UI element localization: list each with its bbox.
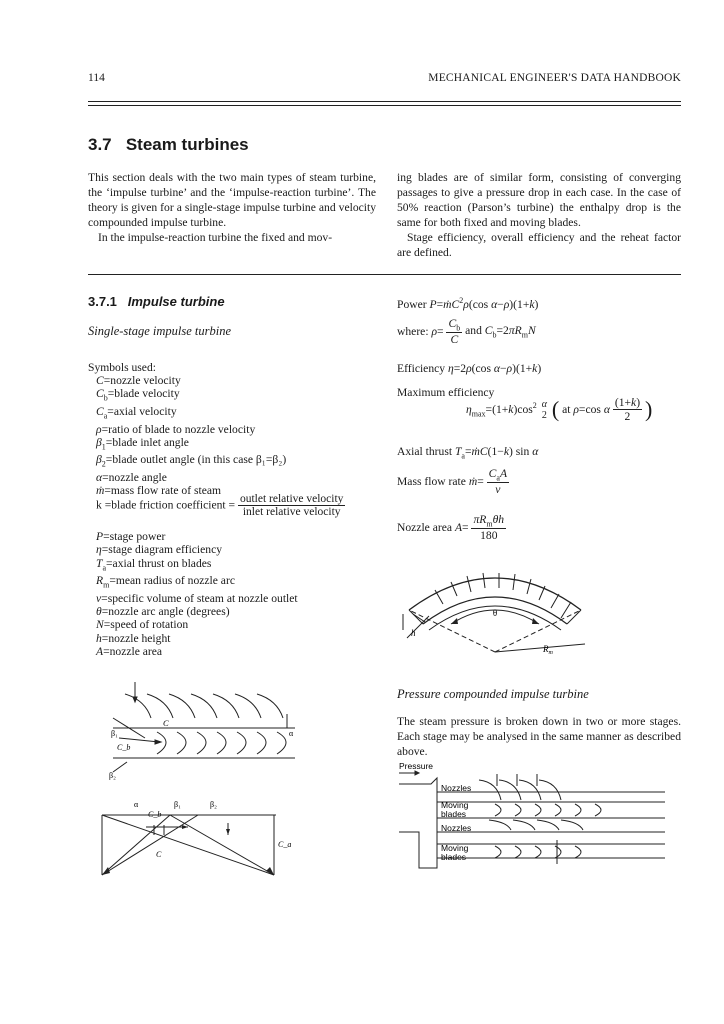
vel-beta1-label: β₁ [174,800,181,809]
pc-blades-label-1: blades [441,809,467,819]
symbol-row [96,605,298,618]
symbol-glyph: R [96,574,104,588]
symbol-definition: =nozzle arc angle (degrees) [101,605,230,619]
velocity-triangle-figure [88,795,298,885]
symbol-row [96,618,298,631]
pc-moving-label-2: Moving [441,843,469,853]
header-rule [88,101,681,102]
intro-left-text: This section deals with the two main types of steam turbine, the ‘impulse turbine’ and the ‘impulse-reaction turbine’. The theory is given for a single-stage impulse turbine and velocity compounded impulse turbine. [88,171,376,229]
symbol-row [96,436,286,454]
symbol-definition: =specific volume of steam at nozzle outlet [101,591,298,605]
blade-alpha-label: α [289,729,294,738]
symbol-definition: =nozzle area [103,645,163,658]
symbol-glyph: β [96,453,102,467]
symbols-list-2 [96,530,298,658]
vel-ca-label: C_a [278,840,292,849]
symbol-definition: =stage diagram efficiency [101,543,223,557]
pc-nozzles-label-1: Nozzles [441,783,472,793]
symbol-row [96,592,298,605]
symbol-definition: =speed of rotation [103,618,189,632]
intro-rule [88,274,681,275]
symbol-glyph: ṁ [96,484,105,498]
symbol-glyph: N [96,618,104,632]
symbol-glyph: h [96,631,102,645]
blade-row-figure [105,680,305,780]
symbol-definition: =mass flow rate of steam [104,484,222,498]
header-rule-2 [88,105,681,106]
symbol-glyph: A [96,645,104,658]
symbol-definition: =blade inlet angle [105,435,189,449]
blade-friction-lhs: k =blade friction coefficient = [96,498,236,512]
power-formula: Power P=ṁC$^2$ρ(cos α−ρ)(1+k) [397,296,539,311]
subsection-title: Impulse turbine [127,294,225,309]
vel-cb-label: C_b [148,810,162,819]
symbol-subscript: a [103,411,108,421]
symbol-definition: =axial velocity [107,404,177,418]
vel-beta2-label: β₂ [210,800,217,809]
symbol-glyph: C [96,374,104,387]
symbol-definition: =nozzle height [101,631,171,645]
where-formula: where: ρ= $\frac{C_b}{C}$ and $C_b=2\pi R_mN$ [397,317,536,347]
symbol-subscript: 2 [101,459,106,469]
nozzle-area-formula: Nozzle area A= $\frac{\pi R_m\theta h}{180}$ [397,513,505,543]
thrust-formula: Axial thrust $T_a=ṁC(1-k)$ sin α [397,445,539,461]
symbol-glyph: η [96,543,102,557]
single-stage-heading: Single-stage impulse turbine [88,324,232,338]
efficiency-formula: Efficiency η=2ρ(cos α−ρ)(1+k) [397,362,542,375]
symbol-definition: =axial thrust on blades [106,556,212,570]
max-efficiency-label: Maximum efficiency [397,386,495,399]
symbol-glyph: ρ [96,422,102,436]
symbol-definition: =ratio of blade to nozzle velocity [101,422,256,436]
section-title: Steam turbines [125,135,249,154]
symbol-definition: =blade outlet angle (in this case β₁=β₂) [105,453,287,467]
pc-blades-label-2: blades [441,852,467,862]
symbol-row [96,405,286,423]
symbols-heading: Symbols used: [88,361,156,374]
symbol-definition: =stage power [103,530,166,543]
symbol-row [96,543,298,556]
pc-pressure-label: Pressure [399,761,434,771]
symbol-row [96,453,286,471]
symbol-definition: =mean radius of nozzle arc [109,574,235,588]
blade-beta2-label: β₂ [109,771,116,780]
symbol-glyph: T [96,556,103,570]
blade-friction-def [96,493,345,518]
arc-theta-label: θ [492,608,498,618]
symbol-glyph: v [96,591,102,605]
nozzle-arc-figure [395,560,595,670]
symbol-glyph: α [96,471,103,485]
blade-friction-den: inlet relative velocity [242,506,341,518]
vel-alpha-label: α [134,800,139,809]
symbol-row [96,574,298,592]
page-number: 114 [88,72,105,84]
subsection-heading [88,294,225,309]
symbol-definition: =nozzle velocity [103,374,181,387]
subsection-number: 3.7.1 [88,294,117,309]
symbol-row [96,530,298,543]
section-heading [88,135,249,155]
pressure-compounded-figure [397,760,682,875]
running-title: MECHANICAL ENGINEER'S DATA HANDBOOK [428,72,681,84]
symbol-row [96,632,298,645]
symbol-subscript: a [102,562,107,572]
pc-nozzles-label-2: Nozzles [441,823,472,833]
intro-right [397,170,681,260]
blade-c-label: C [163,718,169,728]
symbol-glyph: β [96,435,102,449]
section-number: 3.7 [88,135,112,154]
vel-c-label: C [156,850,162,859]
symbols-list [96,374,286,498]
symbol-glyph: θ [96,605,102,619]
symbol-subscript: 1 [101,442,106,452]
symbol-glyph: C [96,387,104,401]
symbol-row [96,423,286,436]
arc-rm-label: $R_m$ [543,644,553,656]
symbol-glyph: C [96,404,104,418]
symbol-definition: =nozzle angle [102,471,167,485]
pressure-compounded-heading: Pressure compounded impulse turbine [397,687,589,701]
symbol-subscript: b [103,393,108,403]
mass-flow-formula: Mass flow rate ṁ= $\frac{C_aA}{v}$ [397,467,508,497]
intro-right-text-2: Stage efficiency, overall efficiency and the reheat factor are defined. [397,231,681,259]
blade-cb-label: C_b [117,743,131,752]
pc-moving-label-1: Moving [441,800,469,810]
intro-right-text: ing blades are of similar form, consisting of converging passages to give a pressure drop in each case. In the case of 50% reaction (Parson’s turbine) the enthalpy drop is the same for both fixed and moving blades. [397,171,681,229]
arc-h-label: h [411,628,416,638]
intro-left-text-2: In the impulse-reaction turbine the fixed and mov- [98,231,333,244]
blade-beta1-label: β₁ [111,729,118,738]
max-efficiency-formula: $\eta_{max}=(1+k)\cos^2$ α 2 ( at ρ=cos α $\frac{(1+k)}{2}$ ) [466,396,653,423]
symbol-row [96,387,286,405]
symbol-row [96,645,298,658]
symbol-definition: =blade velocity [107,387,180,401]
symbol-row [96,471,286,484]
symbol-row [96,374,286,387]
blade-friction-num: outlet relative velocity [239,493,344,505]
pressure-compounded-text: The steam pressure is broken down in two or more stages. Each stage may be analysed in the same manner as described above. [397,715,681,758]
symbol-subscript: m [103,580,110,590]
symbol-row [96,557,298,575]
symbol-glyph: P [96,530,104,543]
intro-left [88,170,376,245]
